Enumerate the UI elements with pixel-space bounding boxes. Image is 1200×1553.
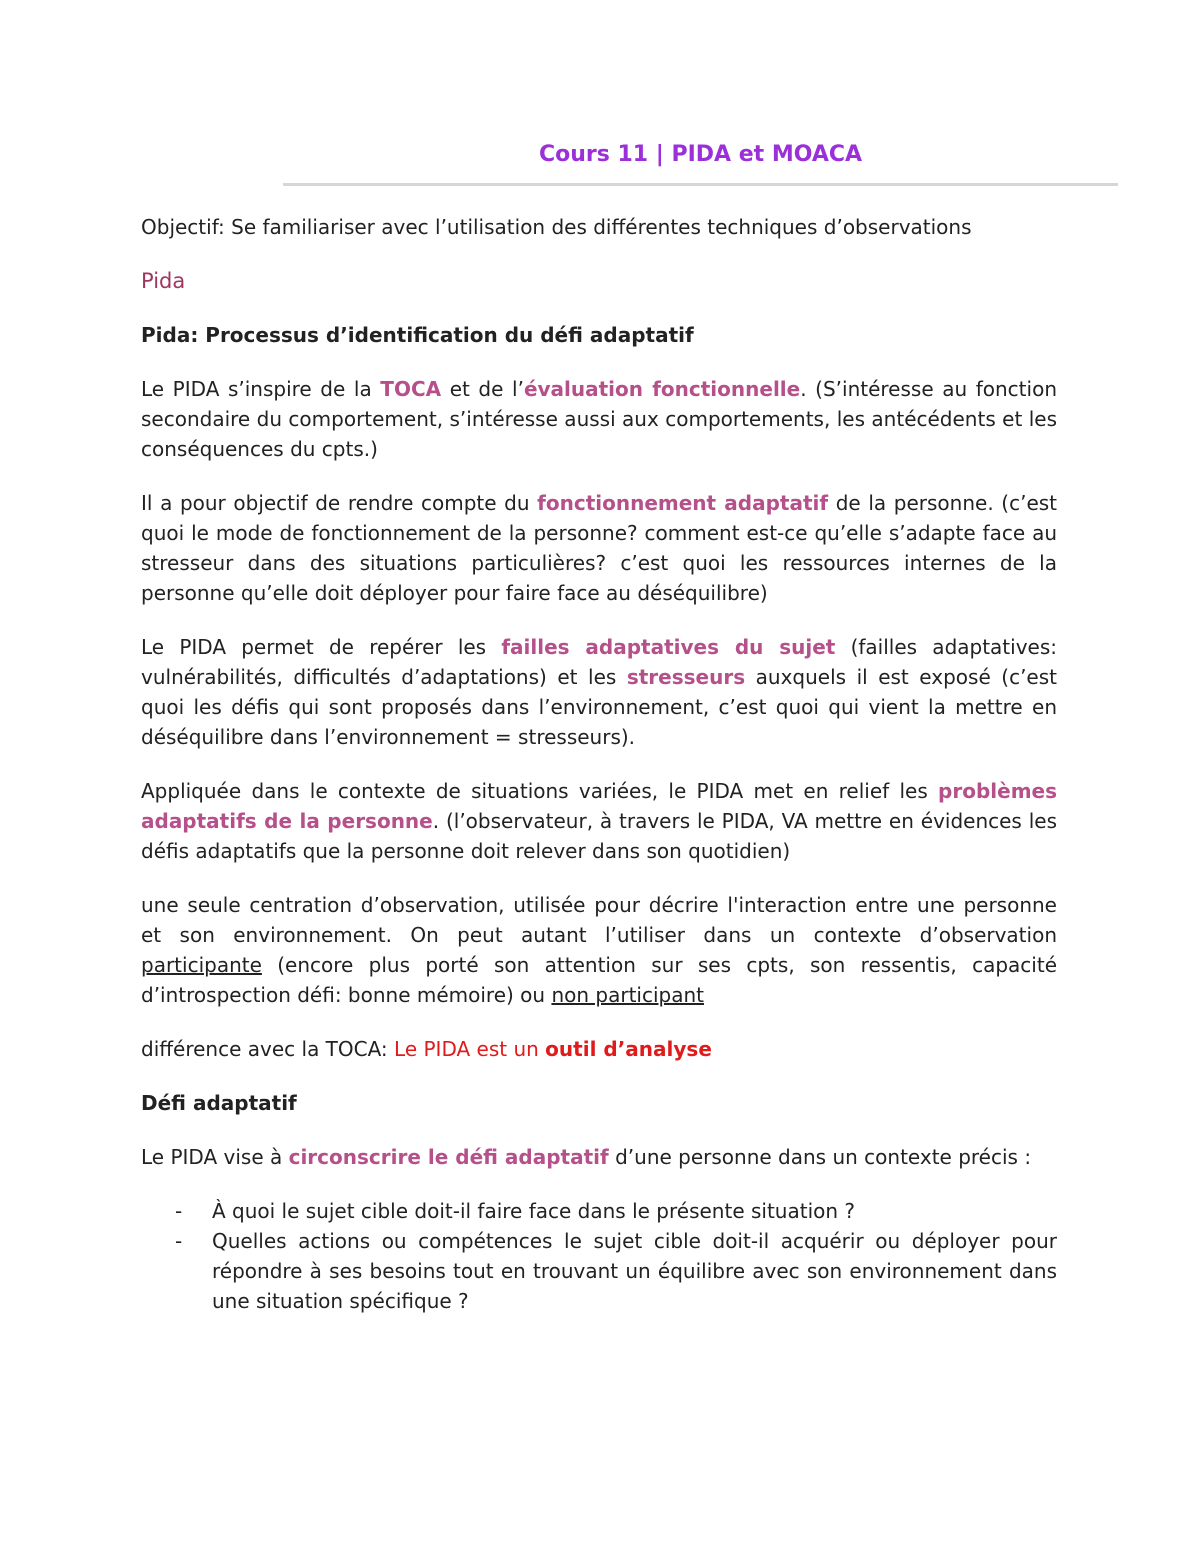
text-run: . (S’intéresse au fonction secondaire du comportement, s’intéresse aussi aux comportements, les antécédents et les conséquences du cpts.): [141, 377, 1057, 461]
text-run: différence avec la TOCA:: [141, 1037, 395, 1061]
paragraph-centration: [141, 890, 1057, 1010]
text-run: (encore plus porté son attention sur ses cpts, son ressentis, capacité d’introspection défi: bonne mémoire) ou: [141, 953, 1057, 1007]
text-run: une seule centration d’observation, utilisée pour décrire l'interaction entre une personne et son environnement. On peut autant l’utiliser dans un contexte d’observation: [141, 893, 1057, 947]
text-run: auxquels il est exposé (c’est quoi les défis qui sont proposés dans l’environnement, c’est quoi qui vient la mettre en déséquilibre dans l’environnement = stresseurs).: [141, 665, 1057, 749]
text-run: Appliquée dans le contexte de situations variées, le PIDA met en relief les: [141, 779, 939, 803]
list-item: [141, 1226, 1057, 1316]
highlight-problemes: problèmes adaptatifs de la personne: [141, 779, 1057, 833]
question-list: [141, 1196, 1057, 1316]
text-run: (failles adaptatives: vulnérabilités, difficultés d’adaptations) et les: [141, 635, 1058, 689]
text-run: Le PIDA s’inspire de la: [141, 377, 381, 401]
text-run: Il a pour objectif de rendre compte du: [141, 491, 538, 515]
paragraph-objective: [141, 488, 1057, 608]
list-item: [141, 1196, 1057, 1226]
paragraph-difference: [141, 1034, 1057, 1064]
page-title: Cours 11 | PIDA et MOACA: [538, 142, 863, 167]
paragraph-failles: [141, 632, 1057, 752]
section-heading-pida: Pida: [141, 269, 186, 293]
text-run: et de l’: [441, 377, 524, 401]
list-item-text: Quelles actions ou compétences le sujet cible doit-il acquérir ou déployer pour répondre à ses besoins tout en trouvant un équilibre avec son environnement dans une situation spécifique ?: [212, 1229, 1057, 1313]
underlined-participante: participante: [141, 953, 262, 977]
highlight-circonscrire: circonscrire le défi adaptatif: [288, 1145, 609, 1169]
paragraph-inspiration: [141, 374, 1057, 464]
red-bold-text: outil d’analyse: [545, 1037, 712, 1061]
bullet-dash: -: [175, 1199, 183, 1223]
highlight-fonctionnement: fonctionnement adaptatif: [537, 491, 829, 515]
objective-text: Objectif: Se familiariser avec l’utilisation des différentes techniques d’observations: [141, 215, 972, 239]
title-divider: [283, 183, 1118, 186]
subheading-pida: Pida: Processus d’identification du défi adaptatif: [141, 323, 694, 347]
text-run: Le PIDA vise à: [141, 1145, 289, 1169]
text-run: d’une personne dans un contexte précis :: [608, 1145, 1032, 1169]
highlight-stresseurs: stresseurs: [626, 665, 746, 689]
list-item-text: À quoi le sujet cible doit-il faire face dans le présente situation ?: [212, 1199, 856, 1223]
highlight-evaluation: évaluation fonctionnelle: [523, 377, 801, 401]
highlight-failles: failles adaptatives du sujet: [501, 635, 836, 659]
bullet-dash: -: [175, 1229, 183, 1253]
underlined-non-participant: non participant: [551, 983, 704, 1007]
text-run: Le PIDA permet de repérer les: [141, 635, 502, 659]
paragraph-application: [141, 776, 1057, 866]
paragraph-circonscrire: [141, 1142, 1057, 1172]
highlight-toca: TOCA: [380, 377, 442, 401]
red-text: Le PIDA est un: [394, 1037, 546, 1061]
text-run: de la personne. (c’est quoi le mode de fonctionnement de la personne? comment est-ce qu’elle s’adapte face au stresseur dans des situations particulières? c’est quoi les ressources internes de la personne qu’elle doit déployer pour faire face au déséquilibre): [141, 491, 1058, 605]
document-body: [141, 212, 1057, 1316]
text-run: . (l’observateur, à travers le PIDA, VA mettre en évidences les défis adaptatifs que la personne doit relever dans son quotidien): [141, 809, 1057, 863]
subheading-defi: Défi adaptatif: [141, 1091, 297, 1115]
